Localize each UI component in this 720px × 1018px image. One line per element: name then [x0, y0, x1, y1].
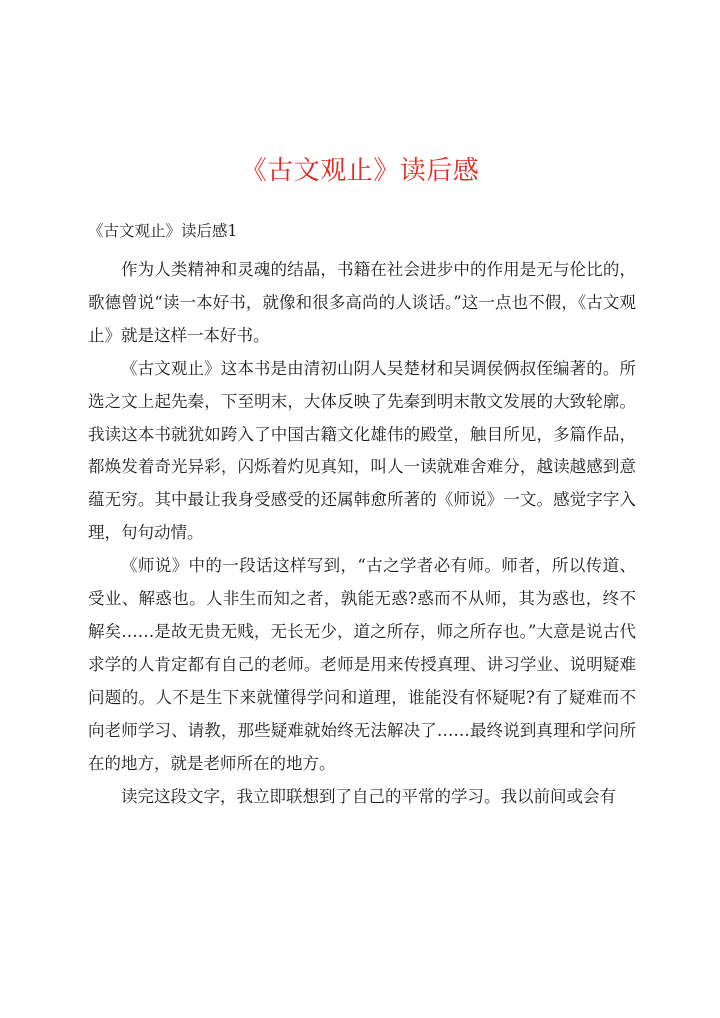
document-body [88, 254, 636, 813]
section-heading: 《古文观止》读后感1 [88, 222, 238, 240]
paragraph: 《古文观止》这本书是由清初山阴人吴楚材和吴调侯俩叔侄编著的。所选之文上起先秦，下至明末，大体反映了先秦到明末散文发展的大致轮廓。我读这本书就犹如跨入了中国古籍文化雄伟的殿堂，触目所见，多篇作品，都焕发着奇光异彩，闪烁着灼见真知，叫人一读就难舍难分，越读越感到意蕴无穷。其中最让我身受感受的还属韩愈所著的《师说》一文。感觉字字入理，句句动情。 [88, 358, 636, 543]
paragraph: 作为人类精神和灵魂的结晶，书籍在社会进步中的作用是无与伦比的，歌德曾说“读一本好书，就像和很多高尚的人谈话。”这一点也不假，《古文观止》就是这样一本好书。 [88, 260, 636, 345]
paragraph: 读完这段文字，我立即联想到了自己的平常的学习。我以前间或会有 [121, 786, 616, 806]
paragraph: 《师说》中的一段话这样写到，“古之学者必有师。师者，所以传道、受业、解惑也。人非生而知之者，孰能无惑?惑而不从师，其为惑也，终不解矣……是故无贵无贱，无长无少，道之所存，师之所存也。”大意是说古代求学的人肯定都有自己的老师。老师是用来传授真理、讲习学业、说明疑难问题的。人不是生下来就懂得学问和道理，谁能没有怀疑呢?有了疑难而不向老师学习、请教，那些疑难就始终无法解决了……最终说到真理和学问所在的地方，就是老师所在的地方。 [88, 556, 636, 773]
document-title: 《古文观止》读后感 [240, 156, 480, 186]
